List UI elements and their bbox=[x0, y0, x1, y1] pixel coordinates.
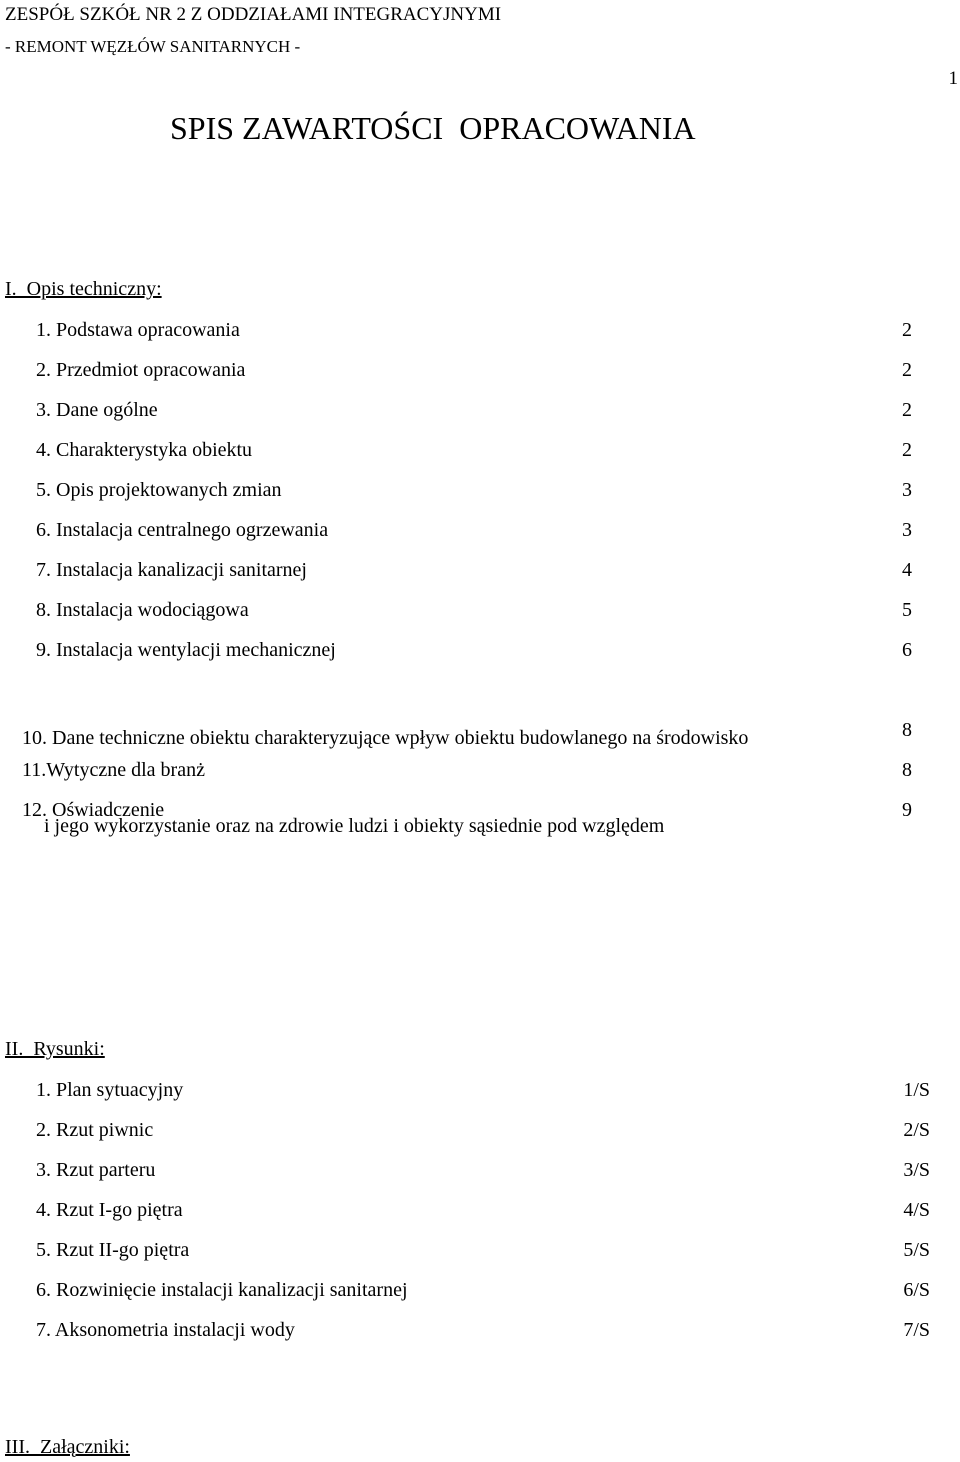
section-heading-opis-techniczny: I. Opis techniczny: bbox=[5, 278, 162, 300]
section-heading-zalaczniki: III. Załączniki: bbox=[5, 1436, 130, 1458]
toc-item-title-line-1: 10. Dane techniczne obiektu charakteryzujące wpływ obiektu budowlanego na środowisko bbox=[22, 727, 749, 749]
toc-item-page: 6 bbox=[902, 639, 912, 661]
toc-item-page: 3 bbox=[902, 479, 912, 501]
toc-item bbox=[0, 558, 960, 598]
toc-item-title: 6. Instalacja centralnego ogrzewania bbox=[36, 519, 329, 541]
toc-item bbox=[0, 398, 960, 438]
toc-item-title: 7. Aksonometria instalacji wody bbox=[36, 1319, 295, 1341]
toc-item-title: 3. Dane ogólne bbox=[36, 399, 158, 421]
toc-item bbox=[0, 358, 960, 398]
toc-item-page: 4 bbox=[902, 559, 912, 581]
section-heading-rysunki: II. Rysunki: bbox=[5, 1038, 105, 1060]
toc-item-title: 2. Przedmiot opracowania bbox=[36, 359, 246, 381]
toc-item-title: 5. Rzut II-go piętra bbox=[36, 1239, 190, 1261]
toc-item-page: 1/S bbox=[903, 1079, 930, 1101]
toc-item-page: 8 bbox=[902, 759, 912, 781]
toc-item bbox=[0, 638, 960, 678]
page-number: 1 bbox=[948, 68, 958, 89]
toc-item-page: 2 bbox=[902, 439, 912, 461]
toc-item-title: 4. Charakterystyka obiektu bbox=[36, 439, 253, 461]
toc-item-page: 6/S bbox=[903, 1279, 930, 1301]
toc-item-title: 5. Opis projektowanych zmian bbox=[36, 479, 282, 501]
toc-item bbox=[0, 1158, 960, 1198]
school-name: ZESPÓŁ SZKÓŁ NR 2 Z ODDZIAŁAMI INTEGRACYJNYMI bbox=[5, 4, 502, 25]
toc-item-page: 2/S bbox=[903, 1119, 930, 1141]
toc-item-title: 6. Rozwinięcie instalacji kanalizacji sanitarnej bbox=[36, 1279, 408, 1301]
toc-item-page: 2 bbox=[902, 359, 912, 381]
toc-item-title: 1. Podstawa opracowania bbox=[36, 319, 240, 341]
toc-item-page: 5/S bbox=[903, 1239, 930, 1261]
toc-item-title: 9. Instalacja wentylacji mechanicznej bbox=[36, 639, 336, 661]
document-title: SPIS ZAWARTOŚCI OPRACOWANIA bbox=[170, 110, 696, 146]
toc-item-page: 5 bbox=[902, 599, 912, 621]
toc-item bbox=[0, 1118, 960, 1158]
toc-item bbox=[0, 1278, 960, 1318]
toc-item-title: 11.Wytyczne dla branż bbox=[22, 759, 205, 781]
toc-item bbox=[0, 1318, 960, 1358]
toc-item-title-line-2: i jego wykorzystanie oraz na zdrowie ludzi i obiekty sąsiednie pod względem bbox=[44, 815, 665, 837]
toc-list-opis-techniczny bbox=[0, 318, 960, 838]
toc-item bbox=[0, 598, 960, 638]
toc-item-page: 3/S bbox=[903, 1159, 930, 1181]
toc-item-title: 12. Oświadczenie bbox=[22, 799, 165, 821]
toc-item-page: 2 bbox=[902, 399, 912, 421]
toc-item-page: 3 bbox=[902, 519, 912, 541]
toc-item-page: 9 bbox=[902, 799, 912, 821]
toc-item bbox=[0, 1238, 960, 1278]
toc-item-page: 2 bbox=[902, 319, 912, 341]
toc-item-title: 4. Rzut I-go piętra bbox=[36, 1199, 183, 1221]
toc-item bbox=[0, 318, 960, 358]
toc-item bbox=[0, 1078, 960, 1118]
toc-item bbox=[0, 1198, 960, 1238]
project-name: - REMONT WĘZŁÓW SANITARNYCH - bbox=[5, 37, 301, 56]
toc-item bbox=[0, 518, 960, 558]
toc-item-page: 4/S bbox=[903, 1199, 930, 1221]
toc-item-title: 1. Plan sytuacyjny bbox=[36, 1079, 184, 1101]
toc-item-title: 7. Instalacja kanalizacji sanitarnej bbox=[36, 559, 307, 581]
toc-item bbox=[0, 438, 960, 478]
toc-item bbox=[0, 478, 960, 518]
toc-item bbox=[0, 758, 960, 798]
toc-item-page: 7/S bbox=[903, 1319, 930, 1341]
toc-item-title: 8. Instalacja wodociągowa bbox=[36, 599, 249, 621]
toc-item bbox=[0, 798, 960, 838]
toc-item-page: 8 bbox=[902, 719, 912, 741]
toc-item-title: 2. Rzut piwnic bbox=[36, 1119, 154, 1141]
toc-item-title: 3. Rzut parteru bbox=[36, 1159, 156, 1181]
toc-list-rysunki bbox=[0, 1078, 960, 1358]
